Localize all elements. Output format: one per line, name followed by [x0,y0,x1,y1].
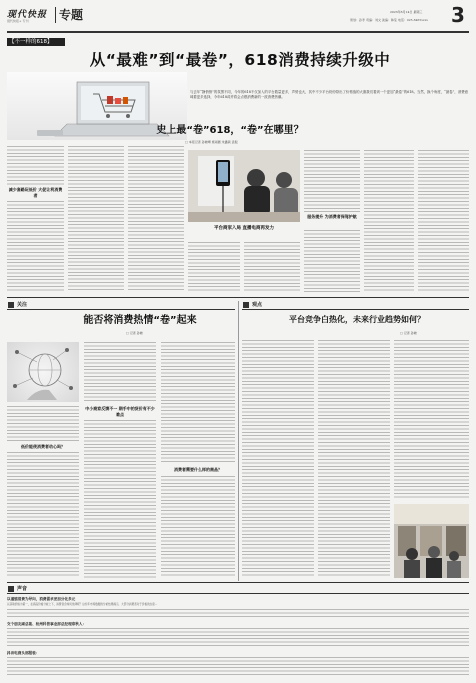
livestream-scene [188,150,300,222]
section-divider-2 [7,582,469,583]
feature-headline: 从“最难”到“最卷”，618消费持续升级中 [89,51,391,69]
feature-col-4-text [188,242,240,292]
masthead [0,0,476,30]
feature-subhead: 史上最“卷”618，“卷”在哪里？ [156,125,304,136]
feature-col-6b-text [304,230,360,292]
voices-tag [7,585,469,594]
section-divider-1 [7,297,469,298]
masthead-rule [7,31,469,33]
left-sub-2: 低价能使消费者动心吗？ [21,444,65,449]
voices-text-1 [7,609,469,619]
feature-tag-text: 【不一样的618】 [9,39,53,45]
network-globe-illustration [7,342,79,402]
voices-head: 以谨慎消费为导向，消费需求更加分化多元 [7,597,76,601]
livestream-photo [188,150,300,222]
right-tag [242,301,469,310]
paper-sub: 现代快报+ 专刊 [7,19,29,23]
right-headline: 平台竞争白热化，未来行业趋势如何？ [289,315,425,324]
paper-name: 现代快报 [7,10,48,20]
section-title: 专题 [59,8,84,22]
left-col-2b-text [84,420,156,578]
feature-col-1-text [7,146,64,186]
right-col-1-text [242,340,314,578]
shoppers-photo [394,504,469,578]
page-number: 3 [451,3,465,27]
square-icon [8,586,14,592]
center-vertical-rule [238,301,239,581]
feature-col-head-1: 减少套路玩低价 大促让利消费者 [8,187,63,198]
square-icon [8,302,14,308]
left-col-3b-text [161,476,235,578]
feature-col-1b-text [7,201,64,293]
voices-tag-text: 声音 [17,586,28,592]
left-headline: 能否将消费热情“卷”起来 [83,315,197,326]
feature-col-6-text [304,150,360,212]
left-tag [7,301,235,310]
feature-col-8-text [418,150,469,292]
issue-date: 2023年6月14日 星期三 [390,10,423,14]
left-tag-text: 关注 [17,302,28,308]
globe-hand-photo [7,342,79,402]
left-col-1b-text [7,452,79,578]
masthead-divider [55,7,56,23]
left-col-3a-text [161,342,235,464]
left-col-2a-text [84,342,156,402]
feature-col-5-text [244,242,300,292]
voices-text-2 [7,628,469,648]
feature-col-head-2: 服务提升 为消费者保驾护航 [307,214,357,219]
right-col-3a-text [394,340,469,500]
photo-caption-1: 平台商家入局 直播电商再发力 [213,226,275,231]
right-tag-text: 观点 [252,302,263,308]
feature-col-3-text [128,146,184,292]
left-col-1a-text [7,406,79,442]
left-sub-1: 中小商家反馈不一 期手中的货价有不少难点 [85,406,155,417]
voices-item-2: 交个朋友副总裁、杭州科普事业部总经理章秋人： [7,622,87,626]
feature-byline: □ 本报记者 孙晓晴 施雨薇 朱鑫颖 袁振 [185,140,238,144]
voices-text-3 [7,657,469,677]
left-sub-3: 消费者需要什么样的商品？ [174,467,222,472]
voices-item-3: 抖音电商头部服装： [7,651,40,655]
right-byline: □ 记者 孙晓 [400,331,417,335]
right-col-2-text [318,340,390,578]
store-shoppers-scene [394,504,469,578]
feature-col-2-text [68,146,124,292]
feature-col-7-text [364,150,414,292]
left-byline: □ 记者 孙晓 [126,331,143,335]
feature-intro: 与去年“静悄悄”的氛围不同，今年的618不仅加入的平台数量更多，声势也大，其中不少平台纷纷祭出了价格战的大旗我们看到一个更加“最卷”的618。当然，换个角度，“最卷”，消费意味着更多选择，今年618或许将会点燃消费新的一波消费热潮。 [190,90,468,99]
editors-line: 策划：孙孝 责编：刘文 美编：韩莹 电话：025-8465xxxx [350,18,429,22]
square-icon [243,302,249,308]
voices-item-1: 以获取价格为第一，在商品价格分析之下，消费者会如何选择呢？这些年市场数据的分析结果揭示，大部分消费者对于价格的态度... [7,603,158,606]
